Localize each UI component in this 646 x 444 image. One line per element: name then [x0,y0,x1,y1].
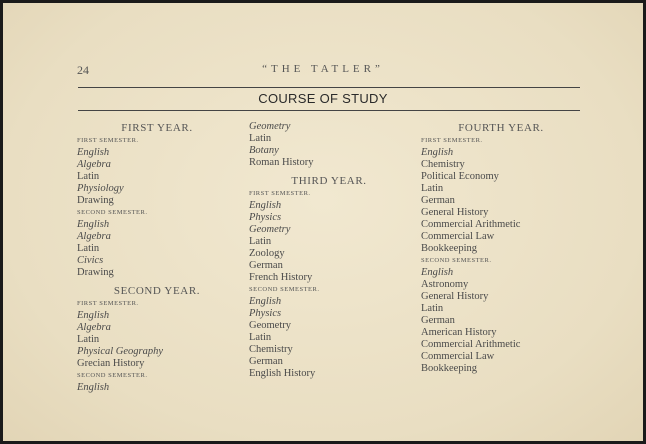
subject-item: English [249,200,282,211]
subject-item: German [249,356,283,367]
subject-item: Geometry [249,320,291,331]
subject-item: Algebra [77,322,111,333]
column-1 [77,121,237,394]
semester-heading: SECOND SEMESTER. [421,257,492,264]
page-number: 24 [77,63,89,77]
subject-item: English [77,310,110,321]
subject-item: Geometry [249,224,291,235]
semester-heading: FIRST SEMESTER. [77,300,139,307]
subject-item: English [77,219,110,230]
subject-item: Civics [77,255,104,266]
subject-item: Roman History [249,157,314,168]
column-2 [249,121,409,380]
subject-item: Commercial Arithmetic [421,219,521,230]
semester-heading: FIRST SEMESTER. [421,137,483,144]
top-rule [78,87,580,88]
subject-item: Astronomy [421,279,469,290]
subject-item: American History [421,327,497,338]
subject-item: Zoology [249,248,285,259]
bottom-rule [78,110,580,111]
column-3 [421,121,581,375]
subject-item: Physiology [77,183,124,194]
year-heading: FIRST YEAR. [121,122,193,134]
subject-item: Latin [249,133,272,144]
subject-item: English [77,382,110,393]
subject-item: General History [421,207,489,218]
subject-item: German [421,315,455,326]
subject-item: Physics [249,308,282,319]
subject-item: Latin [77,243,100,254]
semester-heading: SECOND SEMESTER. [77,372,148,379]
subject-item: Algebra [77,231,111,242]
year-heading: FOURTH YEAR. [458,122,544,134]
subject-item: Physical Geography [77,346,164,357]
subject-item: English [77,147,110,158]
year-heading: THIRD YEAR. [291,175,367,187]
semester-heading: FIRST SEMESTER. [249,190,311,197]
semester-heading: SECOND SEMESTER. [249,286,320,293]
subject-item: Latin [249,332,272,343]
subject-item: Drawing [77,267,114,278]
document-page [3,3,643,441]
subject-item: Chemistry [249,344,293,355]
semester-heading: FIRST SEMESTER. [77,137,139,144]
subject-item: General History [421,291,489,302]
subject-item: Physics [249,212,282,223]
running-title: “THE TATLER” [262,63,384,75]
subject-item: Commercial Arithmetic [421,339,521,350]
subject-item: Chemistry [421,159,465,170]
subject-item: Bookkeeping [421,363,477,374]
subject-item: Political Economy [421,171,499,182]
subject-item: English [249,296,282,307]
subject-item: Grecian History [77,358,145,369]
subject-item: Commercial Law [421,231,495,242]
year-heading: SECOND YEAR. [113,285,201,297]
subject-item: Bookkeeping [421,243,477,254]
subject-item: German [249,260,283,271]
subject-item: English [421,267,454,278]
subject-item: English History [249,368,316,379]
semester-heading: SECOND SEMESTER. [77,209,148,216]
subject-item: Latin [249,236,272,247]
section-title: COURSE OF STUDY [258,91,388,106]
subject-item: Latin [421,303,444,314]
subject-item: Botany [249,145,279,156]
subject-item: Latin [77,171,100,182]
subject-item: Geometry [249,121,291,132]
subject-item: Drawing [77,195,114,206]
subject-item: Latin [77,334,100,345]
subject-item: English [421,147,454,158]
subject-item: Latin [421,183,444,194]
subject-item: German [421,195,455,206]
subject-item: Algebra [77,159,111,170]
subject-item: Commercial Law [421,351,495,362]
subject-item: French History [249,272,313,283]
